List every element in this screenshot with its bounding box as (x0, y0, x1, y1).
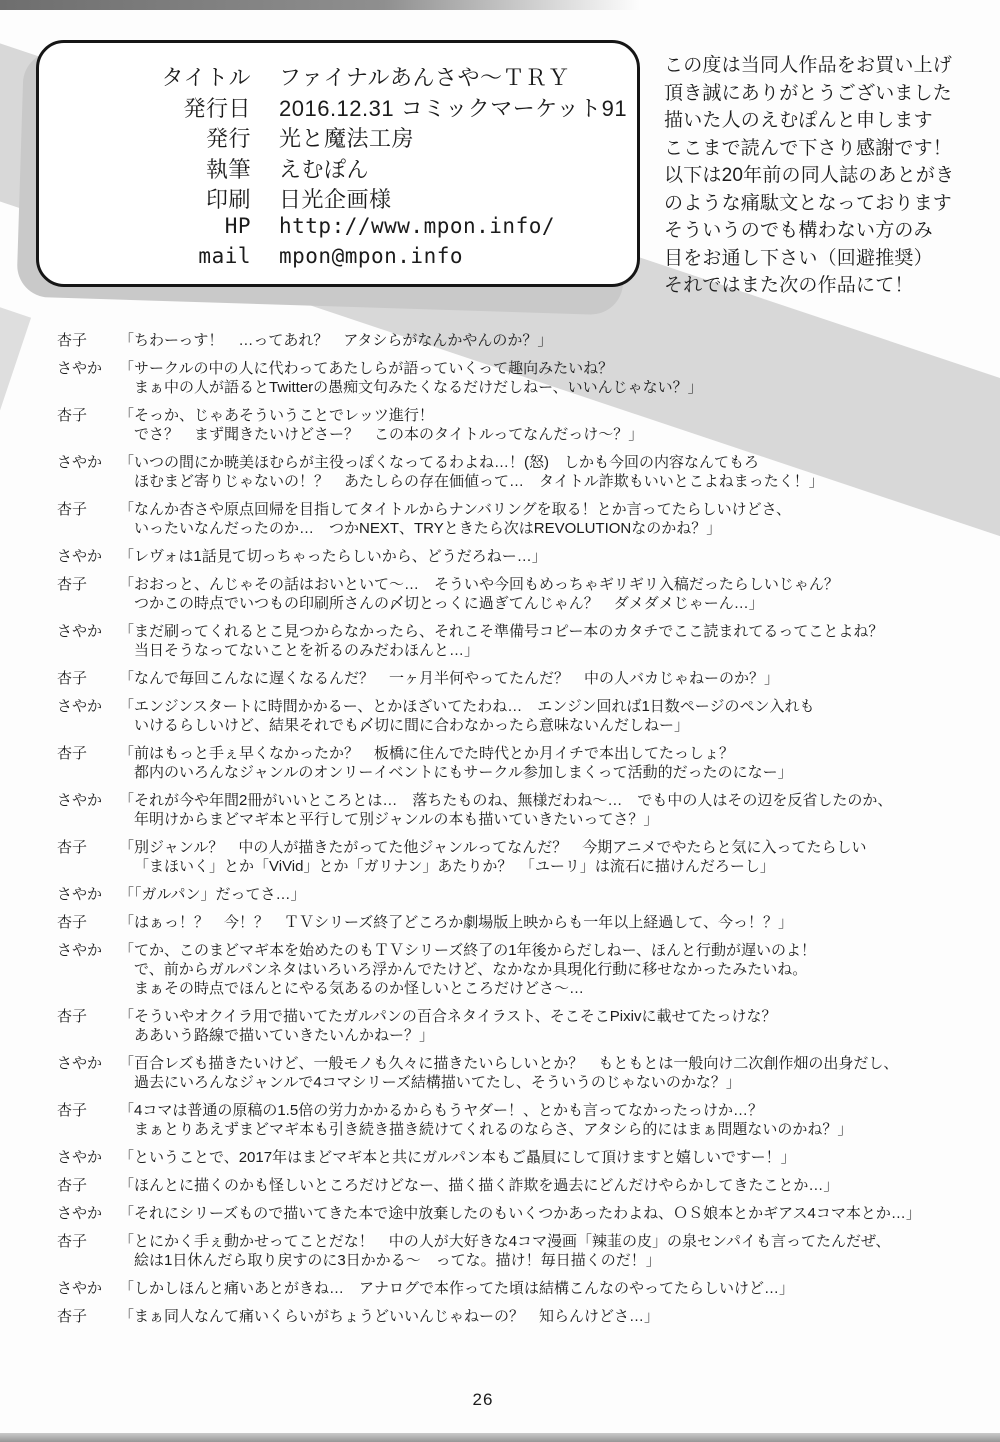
dialogue-lines (119, 744, 967, 782)
dialogue-line: 「とにかく手ぇ動かせってことだな！ 中の人が大好きな4コマ漫画「辣韮の皮」の泉センパイも言ってたんだぜ、 (119, 1233, 891, 1250)
dialogue-lines (119, 1101, 967, 1139)
greeting-line: 以下は20年前の同人誌のあとがき (664, 165, 955, 186)
colophon-value: 光と魔法工房 (279, 126, 415, 151)
colophon-label: 発行 (205, 126, 251, 151)
speaker-name: さやか (57, 1149, 103, 1166)
dialogue-line: 「百合レズも描きたいけど、一般モノも久々に描きたいらしいとか？ もともとは一般向け二次創作畑の出身だし、 (119, 1055, 899, 1072)
dialogue-line: いったいなんだったのか… つかNEXT、TRYときたら次はREVOLUTIONなのかね？」 (134, 520, 722, 537)
speaker-name: 杏子 (57, 670, 88, 687)
dialogue-line: 「それにシリーズもので描いてきた本で途中放棄したのもいくつかあったわよね、ＯＳ娘本とかギアス4コマ本とか…」 (119, 1205, 921, 1222)
dialogue-line: 「いつの間にか暁美ほむらが主役っぽくなってるわよね…！(怒) しかも今回の内容なんてもろ (119, 454, 759, 471)
colophon-row (53, 214, 619, 245)
speaker-name: さやか (57, 360, 103, 377)
greeting-line: この度は当同人作品をお買い上げ (664, 55, 953, 76)
dialogue-lines (119, 1148, 967, 1167)
greeting-line: そういうのでも構わない方のみ (664, 220, 933, 241)
dialogue-line: つかこの時点でいつもの印刷所さんの〆切とっくに過ぎてんじゃん？ ダメダメじゃーん…」 (134, 595, 764, 612)
dialogue-lines (119, 1232, 967, 1270)
dialogue-entry (57, 1101, 967, 1139)
speaker-name: さやか (57, 623, 103, 640)
colophon-label: 発行日 (183, 95, 251, 121)
dialogue-lines (119, 941, 967, 998)
dialogue-line: 「なんで毎回こんなに遅くなるんだ？ 一ヶ月半何やってたんだ？ 中の人バカじゃねーのか？」 (119, 670, 780, 687)
dialogue-line: 「おおっと、んじゃその話はおいといて～… そういや今回もめっちゃギリギリ入稿だったらしいじゃん？ (119, 576, 839, 593)
dialogue-entry (57, 1176, 967, 1195)
colophon-row (53, 92, 628, 123)
dialogue-lines (119, 669, 967, 688)
speaker-name: 杏子 (57, 1102, 88, 1119)
dialogue-line: 「まほいく」とか「ViVid」とか「ガリナン」あたりか？ 「ユーリ」は流石に描けんだろーし」 (134, 858, 775, 875)
dialogue-line: 「まだ刷ってくれるとこ見つからなかったら、それこそ準備号コピー本のカタチでここ読まれてるってことよね？ (119, 623, 884, 640)
dialogue-entry (57, 359, 967, 397)
dialogue-line: 「はぁっ！？ 今！？ ＴＶシリーズ終了どころか劇場版上映からも一年以上経過して、今っ！？」 (119, 914, 793, 931)
dialogue-line: で、前からガルパンネタはいろいろ浮かんでたけど、なかなか具現化行動に移せなかったみたいね。 (134, 961, 808, 978)
dialogue-lines (119, 453, 967, 491)
dialogue-line: 「そういやオクイラ用で描いてたガルパンの百合ネタイラスト、そこそこPixivに載せてたっけな？ (119, 1008, 777, 1025)
dialogue-lines (119, 697, 967, 735)
dialogue-lines (119, 1204, 967, 1223)
dialogue-line: 「ということで、2017年はまどマギ本と共にガルパン本もご贔屓にして頂けますと嬉しいですー！」 (119, 1149, 796, 1166)
dialogue-line: 「そっか、じゃあそういうことでレッツ進行！ (119, 407, 434, 424)
colophon-value: http://www.mpon.info/ (279, 213, 556, 238)
greeting-text (664, 52, 994, 300)
dialogue-entry (57, 547, 967, 566)
dialogue-lines (119, 331, 967, 350)
dialogue-lines (119, 1007, 967, 1045)
greeting-line: のような痛駄文となっております (664, 192, 953, 214)
dialogue-lines (119, 575, 967, 613)
dialogue-entry (57, 575, 967, 613)
dialogue-lines (119, 547, 967, 566)
dialogue-lines (119, 622, 967, 660)
dialogue-lines (119, 838, 967, 876)
colophon-row (53, 122, 619, 153)
dialogue-line: いけるらしいけど、結果それでも〆切に間に合わなかったら意味ないんだしねー」 (134, 717, 690, 734)
dialogue-lines (119, 1176, 967, 1195)
dialogue-line: 都内のいろんなジャンルのオンリーイベントにもサークル参加しまくって活動的だったのになー」 (134, 764, 793, 781)
speaker-name: さやか (57, 548, 103, 565)
dialogue-entry (57, 1148, 967, 1167)
dialogue-line: 絵は1日休んだら取り戻すのに3日かかる～ ってな。描け！毎日描くのだ！」 (134, 1252, 661, 1269)
speaker-name: さやか (57, 1055, 103, 1072)
colophon-box (36, 40, 640, 287)
dialogue-line: 「4コマは普通の原稿の1.5倍の労力かかるからもうヤダー！、とかも言ってなかったっけか…？ (119, 1102, 764, 1119)
colophon-row (53, 61, 619, 92)
greeting-line: 目をお通し下さい（回避推奨） (664, 247, 933, 269)
speaker-name: 杏子 (57, 501, 88, 518)
dialogue-entry (57, 669, 967, 688)
dialogue-entry (57, 791, 967, 829)
dialogue-line: 年明けからまどマギ本と平行して別ジャンルの本も描いていきたいってさ？」 (134, 811, 659, 828)
colophon-value: mpon@mpon.info (279, 244, 464, 268)
dialogue-entry (57, 1279, 967, 1298)
dialogue-line: 「前はもっと手ぇ早くなかったか？ 板橋に住んでた時代とか月イチで本出してたっしょ？ (119, 745, 735, 762)
dialogue-entry (57, 1307, 967, 1326)
speaker-name: 杏子 (57, 1008, 88, 1025)
greeting-line: 頂き誠にありがとうございました (664, 82, 953, 104)
dialogue-line: 「レヴォは1話見て切っちゃったらしいから、どうだろねー…」 (119, 548, 547, 565)
colophon-rows (53, 61, 628, 275)
dialogue-entry (57, 1054, 967, 1092)
dialogue-entry (57, 1204, 967, 1223)
dialogue-lines (119, 791, 967, 829)
dialogue-entry (57, 1232, 967, 1270)
speaker-name: 杏子 (57, 745, 88, 762)
colophon-label: mail (198, 244, 251, 268)
bottom-edge-scan-strip (0, 1433, 1000, 1442)
dialogue-line: ああいう路線で描いていきたいんかねー？」 (134, 1027, 435, 1044)
dialogue-entry (57, 885, 967, 904)
dialogue-lines (119, 913, 967, 932)
colophon-row (53, 183, 619, 214)
dialogue-line: 「「ガルパン」だってさ…」 (119, 886, 306, 903)
dialogue-entry (57, 622, 967, 660)
dialogue-line: まぁその時点でほんとにやる気あるのか怪しいところだけどさ～… (134, 980, 585, 997)
colophon-label: タイトル (161, 65, 251, 90)
colophon-label: 執筆 (205, 156, 251, 182)
dialogue-lines (119, 1279, 967, 1298)
dialogue-lines (119, 1054, 967, 1092)
dialogue-entry (57, 1007, 967, 1045)
dialogue-line: でさ？ まず聞きたいけどさー？ この本のタイトルってなんだっけ～？」 (134, 426, 644, 443)
dialogue-line: 過去にいろんなジャンルで4コマシリーズ結構描いてたし、そういうのじゃないのかな？」 (134, 1074, 741, 1091)
dialogue-entry (57, 697, 967, 735)
dialogue-line: 「てか、このまどマギ本を始めたのもＴＶシリーズ終了の1年後からだしねー、ほんと行動が遅いのよ！ (119, 942, 816, 959)
dialogue-line: 「エンジンスタートに時間かかるー、とかほざいてたわね… エンジン回れば1日数ページのペン入れも (119, 698, 815, 715)
dialogue-lines (119, 500, 967, 538)
speaker-name: 杏子 (57, 407, 88, 424)
colophon-label: HP (224, 213, 251, 238)
colophon-label: 印刷 (205, 187, 251, 212)
speaker-name: 杏子 (57, 576, 88, 593)
dialogue-entry (57, 453, 967, 491)
colophon-row (53, 244, 619, 275)
dialogue-line: 「なんか杏さや原点回帰を目指してタイトルからナンバリングを取る！とか言ってたらしいけどさ、 (119, 501, 792, 518)
colophon-value: 2016.12.31 コミックマーケット91 (279, 95, 628, 121)
dialogue-line: 「しかしほんと痛いあとがきね… アナログで本作ってた頃は結構こんなのやってたらしいけど…」 (119, 1280, 795, 1297)
dialogue-line: 「別ジャンル？ 中の人が描きたがってた他ジャンルってなんだ？ 今期アニメでやたらと気に入ってたらしい (119, 839, 867, 856)
speaker-name: さやか (57, 454, 103, 471)
dialogue-script (57, 331, 967, 1335)
dialogue-entry (57, 941, 967, 998)
top-edge-scan-strip (0, 0, 640, 10)
colophon-value: ファイナルあんさや～ＴＲＹ (279, 65, 570, 90)
dialogue-entry (57, 913, 967, 932)
speaker-name: さやか (57, 698, 103, 715)
speaker-name: さやか (57, 792, 103, 809)
dialogue-entry (57, 331, 967, 350)
dialogue-line: 「まぁ同人なんて痛いくらいがちょうどいいんじゃねーの？ 知らんけどさ…」 (119, 1308, 660, 1325)
speaker-name: 杏子 (57, 332, 88, 349)
dialogue-line: 「ちわーっす！ …ってあれ？ アタシらがなんかやんのか？」 (119, 332, 553, 349)
dialogue-lines (119, 406, 967, 444)
speaker-name: 杏子 (57, 1233, 88, 1250)
dialogue-entry (57, 406, 967, 444)
speaker-name: 杏子 (57, 1308, 88, 1325)
dialogue-lines (119, 885, 967, 904)
speaker-name: さやか (57, 1280, 103, 1297)
dialogue-line: まぁ中の人が語るとTwitterの愚痴文句みたくなるだけだしねー、いいんじゃない？」 (134, 379, 703, 396)
greeting-line: ここまで読んで下さり感謝です！ (664, 137, 953, 159)
dialogue-line: ほむまど寄りじゃないの！？ あたしらの存在価値って… タイトル詐欺もいいとこよねまったく！」 (134, 473, 824, 490)
page-number: 26 (472, 1390, 494, 1409)
speaker-name: 杏子 (57, 914, 88, 931)
dialogue-line: 当日そうなってないことを祈るのみだわほんと…」 (134, 642, 480, 659)
dialogue-line: 「サークルの中の人に代わってあたしらが語っていくって趣向みたいね？ (119, 360, 614, 377)
colophon-row (53, 153, 619, 184)
dialogue-lines (119, 359, 967, 397)
dialogue-entry (57, 838, 967, 876)
dialogue-entry (57, 500, 967, 538)
speaker-name: さやか (57, 1205, 103, 1222)
greeting-line: それではまた次の作品にて！ (664, 275, 914, 296)
dialogue-lines (119, 1307, 967, 1326)
dialogue-line: 「ほんとに描くのかも怪しいところだけどなー、描く描く詐欺を過去にどんだけやらかしてきたことか…」 (119, 1177, 839, 1194)
speaker-name: さやか (57, 886, 103, 903)
dialogue-entry (57, 744, 967, 782)
colophon-value: 日光企画様 (279, 187, 392, 212)
colophon-value: えむぽん (279, 156, 370, 182)
greeting-line: 描いた人のえむぽんと申します (664, 110, 933, 131)
speaker-name: 杏子 (57, 839, 88, 856)
speaker-name: 杏子 (57, 1177, 88, 1194)
dialogue-line: まぁとりあえずまどマギ本も引き続き描き続けてくれるのならさ、アタシら的にはまぁ問題ないのかね？」 (134, 1121, 853, 1138)
dialogue-line: 「それが今や年間2冊がいいところとは… 落ちたものね、無様だわね～… でも中の人はその辺を反省したのか、 (119, 792, 893, 809)
speaker-name: さやか (57, 942, 103, 959)
